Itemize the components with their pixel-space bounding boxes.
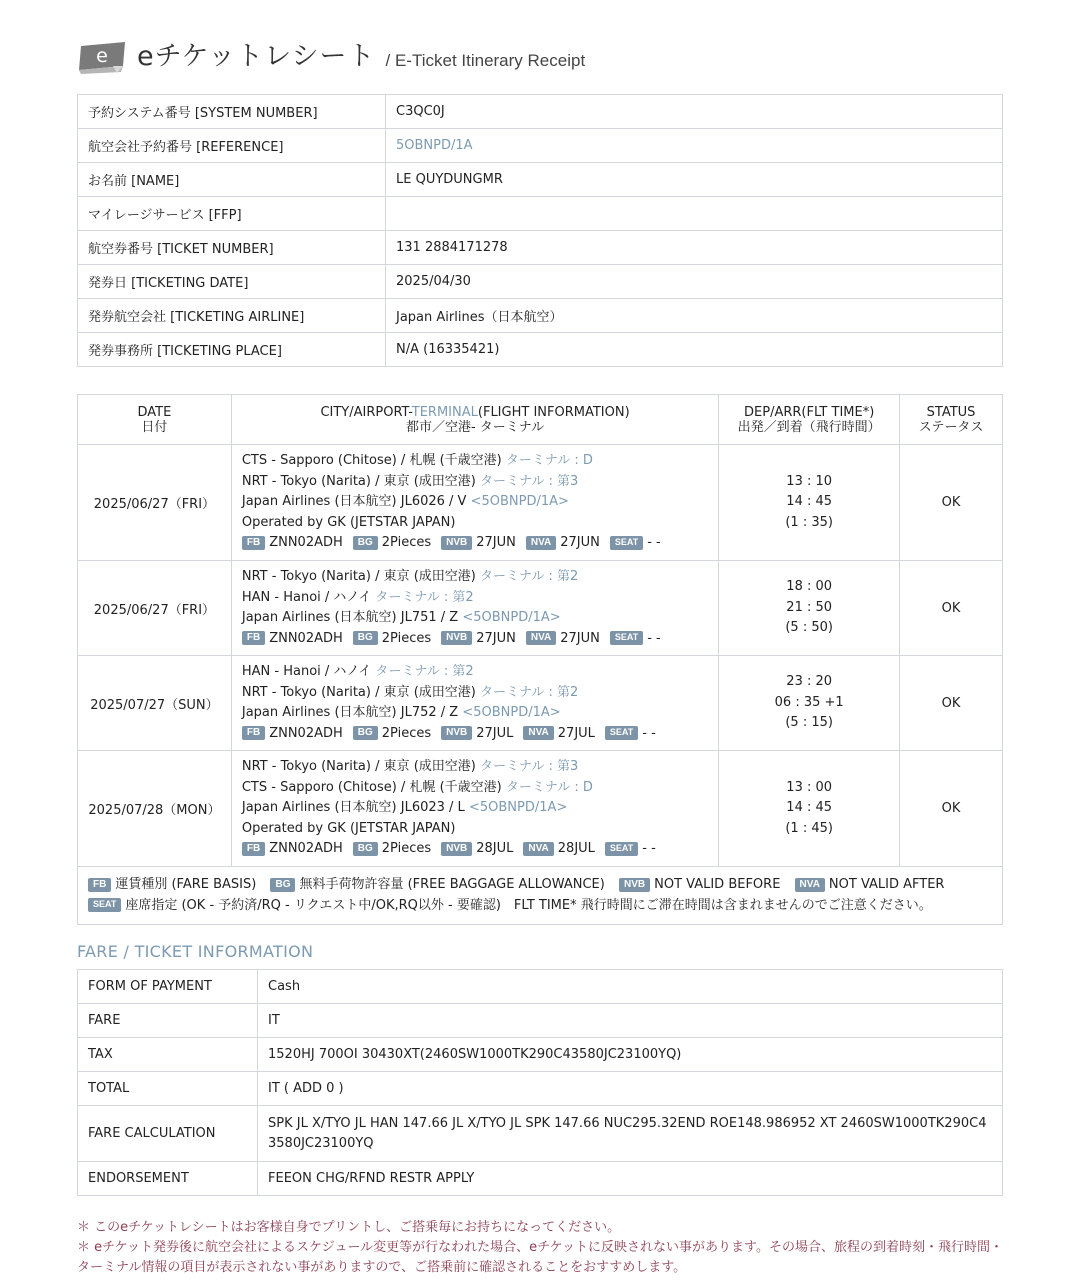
- fb-value: ZNN02ADH: [269, 535, 343, 551]
- booking-value: 2025/04/30: [386, 265, 1003, 299]
- flight-info: [231, 445, 718, 561]
- fare-section-title: FARE / TICKET INFORMATION: [77, 942, 314, 961]
- flight-date: 2025/07/27（SUN）: [78, 656, 232, 751]
- badge-legend: [78, 867, 1003, 925]
- legend-nva-text: NOT VALID AFTER: [828, 877, 945, 892]
- booking-row: [78, 163, 1003, 197]
- flight-table-header: [78, 395, 1003, 445]
- eticket-logo-icon: [77, 40, 127, 74]
- booking-label: マイレージサービス [FFP]: [78, 197, 386, 231]
- booking-value: 131 2884171278: [386, 231, 1003, 265]
- departure-time: 18 : 00: [786, 579, 833, 595]
- flight-number: Japan Airlines (日本航空) JL751 / Z: [241, 610, 459, 625]
- booking-row: [78, 333, 1003, 367]
- bg-value: 2Pieces: [381, 725, 432, 741]
- nva-value: 27JUL: [557, 725, 595, 741]
- seat-value: - -: [647, 630, 661, 646]
- flight-date: 2025/06/27（FRI）: [78, 561, 232, 656]
- flight-itinerary-table: [77, 394, 1003, 925]
- bg-badge: BG: [353, 536, 378, 550]
- flight-times: [719, 751, 900, 867]
- departure-terminal: ターミナル : 第3: [480, 759, 579, 775]
- fb-badge: FB: [242, 536, 265, 550]
- legend-bg-badge: BG: [270, 878, 295, 892]
- legend-seat-badge: SEAT: [88, 898, 121, 912]
- departure-airport: HAN - Hanoi / ハノイ: [241, 664, 372, 679]
- nvb-badge: NVB: [441, 631, 472, 645]
- fare-row: [78, 970, 1003, 1004]
- flight-segment-row: [78, 656, 1003, 751]
- arrival-airport: NRT - Tokyo (Narita) / 東京 (成田空港): [241, 473, 476, 489]
- flight-status: OK: [900, 751, 1003, 867]
- note-line: ＊ このeチケットレシートはお客様自身でプリントし、ご搭乗毎にお持ちになってください。: [77, 1220, 621, 1235]
- nvb-value: 27JUN: [476, 535, 516, 551]
- seat-badge: SEAT: [605, 842, 638, 856]
- fare-value: FEEON CHG/RFND RESTR APPLY: [258, 1162, 1003, 1196]
- fare-label: ENDORSEMENT: [78, 1162, 258, 1196]
- departure-line: [242, 451, 708, 472]
- booking-row: [78, 299, 1003, 333]
- nva-value: 28JUL: [557, 841, 595, 857]
- booking-label: 発券日 [TICKETING DATE]: [78, 265, 386, 299]
- fare-value: IT ( ADD 0 ): [258, 1072, 1003, 1106]
- booking-value: Japan Airlines（日本航空）: [386, 299, 1003, 333]
- fare-row: [78, 1162, 1003, 1196]
- flight-times: [719, 445, 900, 561]
- seat-badge: SEAT: [610, 536, 643, 550]
- header-city: CITY/AIRPORT-TERMINAL(FLIGHT INFORMATION) 都市／空港- ターミナル: [231, 395, 718, 445]
- fare-label: TAX: [78, 1038, 258, 1072]
- fare-value: 1520HJ 700OI 30430XT(2460SW1000TK290C43580JC23100YQ): [258, 1038, 1003, 1072]
- bg-badge: BG: [353, 842, 378, 856]
- fare-badges-line: [242, 724, 708, 745]
- flight-info: [231, 656, 718, 751]
- flight-duration: (1 : 45): [785, 820, 833, 836]
- fare-value: IT: [258, 1004, 1003, 1038]
- departure-terminal: ターミナル : D: [505, 453, 593, 469]
- departure-airport: NRT - Tokyo (Narita) / 東京 (成田空港): [241, 759, 476, 775]
- nvb-value: 27JUN: [476, 630, 516, 646]
- logo-letter: e: [96, 45, 108, 67]
- seat-badge: SEAT: [610, 631, 643, 645]
- fare-row: [78, 1038, 1003, 1072]
- booking-label: 予約システム番号 [SYSTEM NUMBER]: [78, 95, 386, 129]
- arrival-time: 14 : 45: [786, 800, 833, 816]
- airline-reference: <5OBNPD/1A>: [470, 494, 569, 510]
- seat-value: - -: [642, 841, 656, 857]
- fare-label: TOTAL: [78, 1072, 258, 1106]
- page-header: [77, 34, 585, 74]
- arrival-terminal: ターミナル : 第2: [375, 589, 474, 605]
- flight-number-line: [242, 798, 708, 819]
- legend-fb-badge: FB: [88, 878, 111, 892]
- nvb-badge: NVB: [441, 536, 472, 550]
- booking-row: [78, 231, 1003, 265]
- fare-value: Cash: [258, 970, 1003, 1004]
- booking-value: [386, 197, 1003, 231]
- seat-value: - -: [647, 535, 661, 551]
- legend-bg-text: 無料手荷物許容量 (FREE BAGGAGE ALLOWANCE): [299, 877, 605, 892]
- fb-value: ZNN02ADH: [269, 725, 343, 741]
- flight-number: Japan Airlines (日本航空) JL752 / Z: [241, 705, 459, 720]
- page-title: eチケットレシート: [137, 41, 376, 72]
- operated-by: Operated by GK (JETSTAR JAPAN): [241, 820, 456, 836]
- booking-label: お名前 [NAME]: [78, 163, 386, 197]
- fare-label: FARE: [78, 1004, 258, 1038]
- departure-airport: NRT - Tokyo (Narita) / 東京 (成田空港): [241, 569, 476, 584]
- legend-nvb-badge: NVB: [619, 878, 650, 892]
- fare-badges-line: [242, 533, 708, 554]
- fare-value: SPK JL X/TYO JL HAN 147.66 JL X/TYO JL SPK 147.66 NUC295.32END ROE148.986952 XT 2460SW1000TK290C43580JC23100YQ: [258, 1106, 1003, 1162]
- seat-badge: SEAT: [605, 726, 638, 740]
- fare-label: FORM OF PAYMENT: [78, 970, 258, 1004]
- airline-reference: <5OBNPD/1A>: [462, 705, 561, 720]
- nva-badge: NVA: [523, 842, 553, 856]
- departure-line: [242, 757, 708, 778]
- flight-duration: (5 : 15): [785, 715, 833, 731]
- flight-number-line: [242, 608, 708, 629]
- departure-airport: CTS - Sapporo (Chitose) / 札幌 (千歳空港): [241, 453, 502, 469]
- arrival-line: [242, 683, 708, 704]
- arrival-line: [242, 588, 708, 609]
- fare-row: [78, 1004, 1003, 1038]
- departure-terminal: ターミナル : 第2: [375, 664, 474, 679]
- bg-value: 2Pieces: [381, 535, 432, 551]
- notes: [77, 1218, 1007, 1278]
- booking-row: [78, 95, 1003, 129]
- note-line: ＊ eチケット発券後に航空会社によるスケジュール変更等が行なわれた場合、eチケットに反映されない事があります。その場合、旅程の到着時刻・飛行時間・ターミナル情報の項目が表示されない事がありますので、ご搭乗前に確認されることをおすすめします。: [77, 1240, 1003, 1275]
- operated-by: Operated by GK (JETSTAR JAPAN): [241, 514, 456, 530]
- header-status: STATUS ステータス: [900, 395, 1003, 445]
- arrival-time: 06 : 35 +1: [774, 694, 844, 710]
- arrival-line: [242, 472, 708, 493]
- fb-badge: FB: [242, 726, 265, 740]
- flight-duration: (5 : 50): [785, 620, 833, 636]
- arrival-airport: HAN - Hanoi / ハノイ: [241, 589, 372, 605]
- booking-info-table: [77, 94, 1003, 367]
- page-subtitle: / E-Ticket Itinerary Receipt: [385, 51, 586, 70]
- header-date: DATE 日付: [78, 395, 232, 445]
- nva-badge: NVA: [526, 536, 556, 550]
- departure-time: 13 : 00: [786, 779, 833, 795]
- bg-badge: BG: [353, 631, 378, 645]
- fare-label: FARE CALCULATION: [78, 1106, 258, 1162]
- fb-badge: FB: [242, 631, 265, 645]
- booking-row: [78, 265, 1003, 299]
- departure-line: [242, 662, 708, 683]
- header-time: DEP/ARR(FLT TIME*) 出発／到着（飛行時間）: [719, 395, 900, 445]
- flight-segment-row: [78, 445, 1003, 561]
- booking-value: LE QUYDUNGMR: [386, 163, 1003, 197]
- booking-row: [78, 129, 1003, 163]
- booking-label: 発券事務所 [TICKETING PLACE]: [78, 333, 386, 367]
- flight-segment-row: [78, 561, 1003, 656]
- fare-row: [78, 1106, 1003, 1162]
- nvb-badge: NVB: [441, 842, 472, 856]
- booking-label: 航空券番号 [TICKET NUMBER]: [78, 231, 386, 265]
- flight-segment-row: [78, 751, 1003, 867]
- flight-number-line: [242, 492, 708, 513]
- arrival-time: 21 : 50: [786, 599, 833, 615]
- flight-date: 2025/06/27（FRI）: [78, 445, 232, 561]
- arrival-line: [242, 778, 708, 799]
- arrival-terminal: ターミナル : 第2: [480, 684, 579, 700]
- airline-reference: <5OBNPD/1A>: [462, 610, 561, 625]
- legend-fb-text: 運賃種別 (FARE BASIS): [115, 877, 257, 892]
- booking-value: 5OBNPD/1A: [386, 129, 1003, 163]
- arrival-airport: CTS - Sapporo (Chitose) / 札幌 (千歳空港): [241, 779, 502, 795]
- booking-value: N/A (16335421): [386, 333, 1003, 367]
- departure-time: 13 : 10: [786, 473, 833, 489]
- arrival-time: 14 : 45: [786, 494, 833, 510]
- seat-value: - -: [642, 725, 656, 741]
- airline-reference: <5OBNPD/1A>: [468, 800, 568, 816]
- nva-badge: NVA: [523, 726, 553, 740]
- arrival-airport: NRT - Tokyo (Narita) / 東京 (成田空港): [241, 684, 476, 700]
- flight-date: 2025/07/28（MON）: [78, 751, 232, 867]
- legend-nvb-text: NOT VALID BEFORE: [654, 877, 781, 892]
- departure-line: [242, 567, 708, 588]
- bg-value: 2Pieces: [381, 841, 432, 857]
- legend-nva-badge: NVA: [795, 878, 825, 892]
- nvb-badge: NVB: [441, 726, 472, 740]
- booking-label: 航空会社予約番号 [REFERENCE]: [78, 129, 386, 163]
- flight-number-line: [242, 703, 708, 724]
- flight-info: [231, 561, 718, 656]
- departure-terminal: ターミナル : 第2: [480, 569, 579, 584]
- flight-status: OK: [900, 656, 1003, 751]
- bg-value: 2Pieces: [381, 630, 432, 646]
- legend-seat-text: 座席指定 (OK - 予約済/RQ - リクエスト中/OK,RQ以外 - 要確認) FLT TIME* 飛行時間にご滞在時間は含まれませんのでご注意ください。: [125, 897, 932, 913]
- flight-duration: (1 : 35): [785, 514, 833, 530]
- flight-number: Japan Airlines (日本航空) JL6023 / L: [241, 800, 465, 816]
- departure-time: 23 : 20: [786, 674, 833, 690]
- flight-status: OK: [900, 561, 1003, 656]
- flight-number: Japan Airlines (日本航空) JL6026 / V: [241, 494, 467, 510]
- arrival-terminal: ターミナル : 第3: [480, 473, 579, 489]
- arrival-terminal: ターミナル : D: [505, 779, 593, 795]
- flight-info: [231, 751, 718, 867]
- fb-value: ZNN02ADH: [269, 630, 343, 646]
- nva-value: 27JUN: [560, 535, 600, 551]
- nvb-value: 27JUL: [476, 725, 514, 741]
- flight-status: OK: [900, 445, 1003, 561]
- bg-badge: BG: [353, 726, 378, 740]
- fb-value: ZNN02ADH: [269, 841, 343, 857]
- fare-info-table: [77, 969, 1003, 1196]
- flight-times: [719, 561, 900, 656]
- booking-row: [78, 197, 1003, 231]
- fare-row: [78, 1072, 1003, 1106]
- fare-badges-line: [242, 839, 708, 860]
- nvb-value: 28JUL: [476, 841, 514, 857]
- booking-value: C3QC0J: [386, 95, 1003, 129]
- booking-label: 発券航空会社 [TICKETING AIRLINE]: [78, 299, 386, 333]
- nva-value: 27JUN: [560, 630, 600, 646]
- fare-badges-line: [242, 629, 708, 650]
- flight-times: [719, 656, 900, 751]
- nva-badge: NVA: [526, 631, 556, 645]
- fb-badge: FB: [242, 842, 265, 856]
